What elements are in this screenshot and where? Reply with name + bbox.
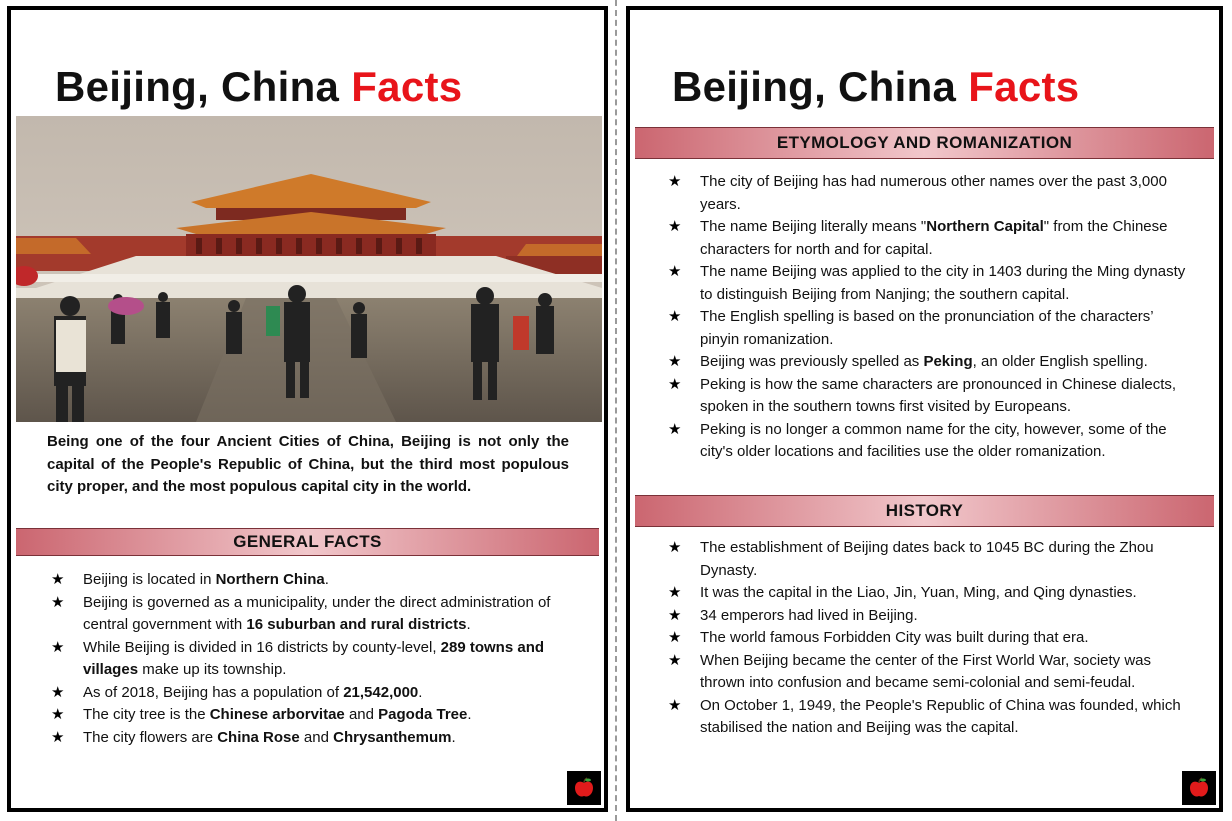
- star-icon: ★: [51, 638, 65, 656]
- list-item: ★ It was the capital in the Liao, Jin, Yuan, Ming, and Qing dynasties.: [664, 582, 1194, 605]
- list-item: ★ Beijing is governed as a municipality, under the direct administration of central government with 16 suburban and rural districts.: [51, 593, 551, 633]
- star-icon: ★: [51, 593, 65, 611]
- list-item: ★ The name Beijing literally means "Northern Capital" from the Chinese characters for north and for capital.: [668, 218, 1168, 258]
- star-icon: ★: [668, 629, 682, 646]
- star-icon: ★: [668, 696, 682, 714]
- title-main: Beijing, China: [672, 63, 957, 110]
- list-item: ★ Beijing is located in Northern China.: [47, 569, 577, 592]
- star-icon: ★: [668, 173, 682, 190]
- apple-icon: [1182, 771, 1216, 805]
- list-item: ★ The establishment of Beijing dates back to 1045 BC during the Zhou Dynasty.: [668, 539, 1154, 579]
- general-facts-list: [47, 569, 577, 749]
- star-icon: ★: [668, 263, 682, 280]
- list-item: ★ The English spelling is based on the pronunciation of the characters’ pinyin romanization.: [668, 308, 1154, 348]
- star-icon: ★: [668, 606, 682, 624]
- history-header: HISTORY: [635, 495, 1214, 527]
- page-title: [672, 62, 1079, 112]
- list-item: ★ Beijing was previously spelled as Peking, an older English spelling.: [664, 351, 1194, 374]
- list-item: ★ The city tree is the Chinese arborvitae and Pagoda Tree.: [47, 704, 577, 727]
- title-accent: Facts: [968, 63, 1080, 110]
- star-icon: ★: [668, 420, 682, 438]
- title-accent: Facts: [351, 63, 463, 110]
- page-divider: [615, 0, 617, 821]
- list-item: ★ The name Beijing was applied to the city in 1403 during the Ming dynasty to distinguish Beijing from Nanjing; the southern capital.: [668, 263, 1186, 303]
- left-page: [7, 6, 608, 812]
- star-icon: ★: [668, 375, 682, 393]
- star-icon: ★: [51, 571, 65, 588]
- list-item: ★ On October 1, 1949, the People's Republic of China was founded, which stabilised the nation and Beijing was the capital.: [668, 696, 1181, 736]
- star-icon: ★: [668, 353, 682, 370]
- star-icon: ★: [668, 218, 682, 235]
- general-facts-header: GENERAL FACTS: [16, 528, 599, 556]
- list-item: ★ 34 emperors had lived in Beijing.: [664, 605, 1194, 628]
- list-item: ★ Peking is no longer a common name for the city, however, some of the city's older locations and facilities use the older romanization.: [668, 420, 1167, 460]
- page-title: [55, 62, 462, 112]
- right-page: [626, 6, 1223, 812]
- star-icon: ★: [668, 539, 682, 556]
- star-icon: ★: [668, 651, 682, 669]
- star-icon: ★: [51, 728, 65, 746]
- etymology-header: ETYMOLOGY AND ROMANIZATION: [635, 127, 1214, 159]
- list-item: ★ When Beijing became the center of the First World War, society was thrown into confusion and became semi-colonial and semi-feudal.: [668, 651, 1152, 691]
- star-icon: ★: [668, 584, 682, 601]
- star-icon: ★: [51, 706, 65, 723]
- star-icon: ★: [51, 683, 65, 701]
- forbidden-city-photo: [16, 116, 602, 422]
- history-facts-list: [664, 537, 1194, 740]
- list-item: ★ Peking is how the same characters are pronounced in Chinese dialects, spoken in the southern towns first visited by Europeans.: [668, 375, 1177, 415]
- star-icon: ★: [668, 308, 682, 325]
- list-item: ★ The city flowers are China Rose and Chrysanthemum.: [47, 727, 577, 750]
- intro-paragraph: Being one of the four Ancient Cities of China, Beijing is not only the capital of the People's Republic of China, but the third most populous city proper, and the most populous capital city in the world.: [47, 433, 569, 495]
- list-item: ★ The city of Beijing has had numerous other names over the past 3,000 years.: [668, 173, 1167, 213]
- list-item: ★ While Beijing is divided in 16 districts by county-level, 289 towns and villages make up its township.: [51, 638, 545, 678]
- etymology-facts-list: [664, 171, 1194, 464]
- apple-icon: [567, 771, 601, 805]
- list-item: ★ The world famous Forbidden City was built during that era.: [664, 627, 1194, 650]
- list-item: ★ As of 2018, Beijing has a population of 21,542,000.: [47, 682, 577, 705]
- title-main: Beijing, China: [55, 63, 340, 110]
